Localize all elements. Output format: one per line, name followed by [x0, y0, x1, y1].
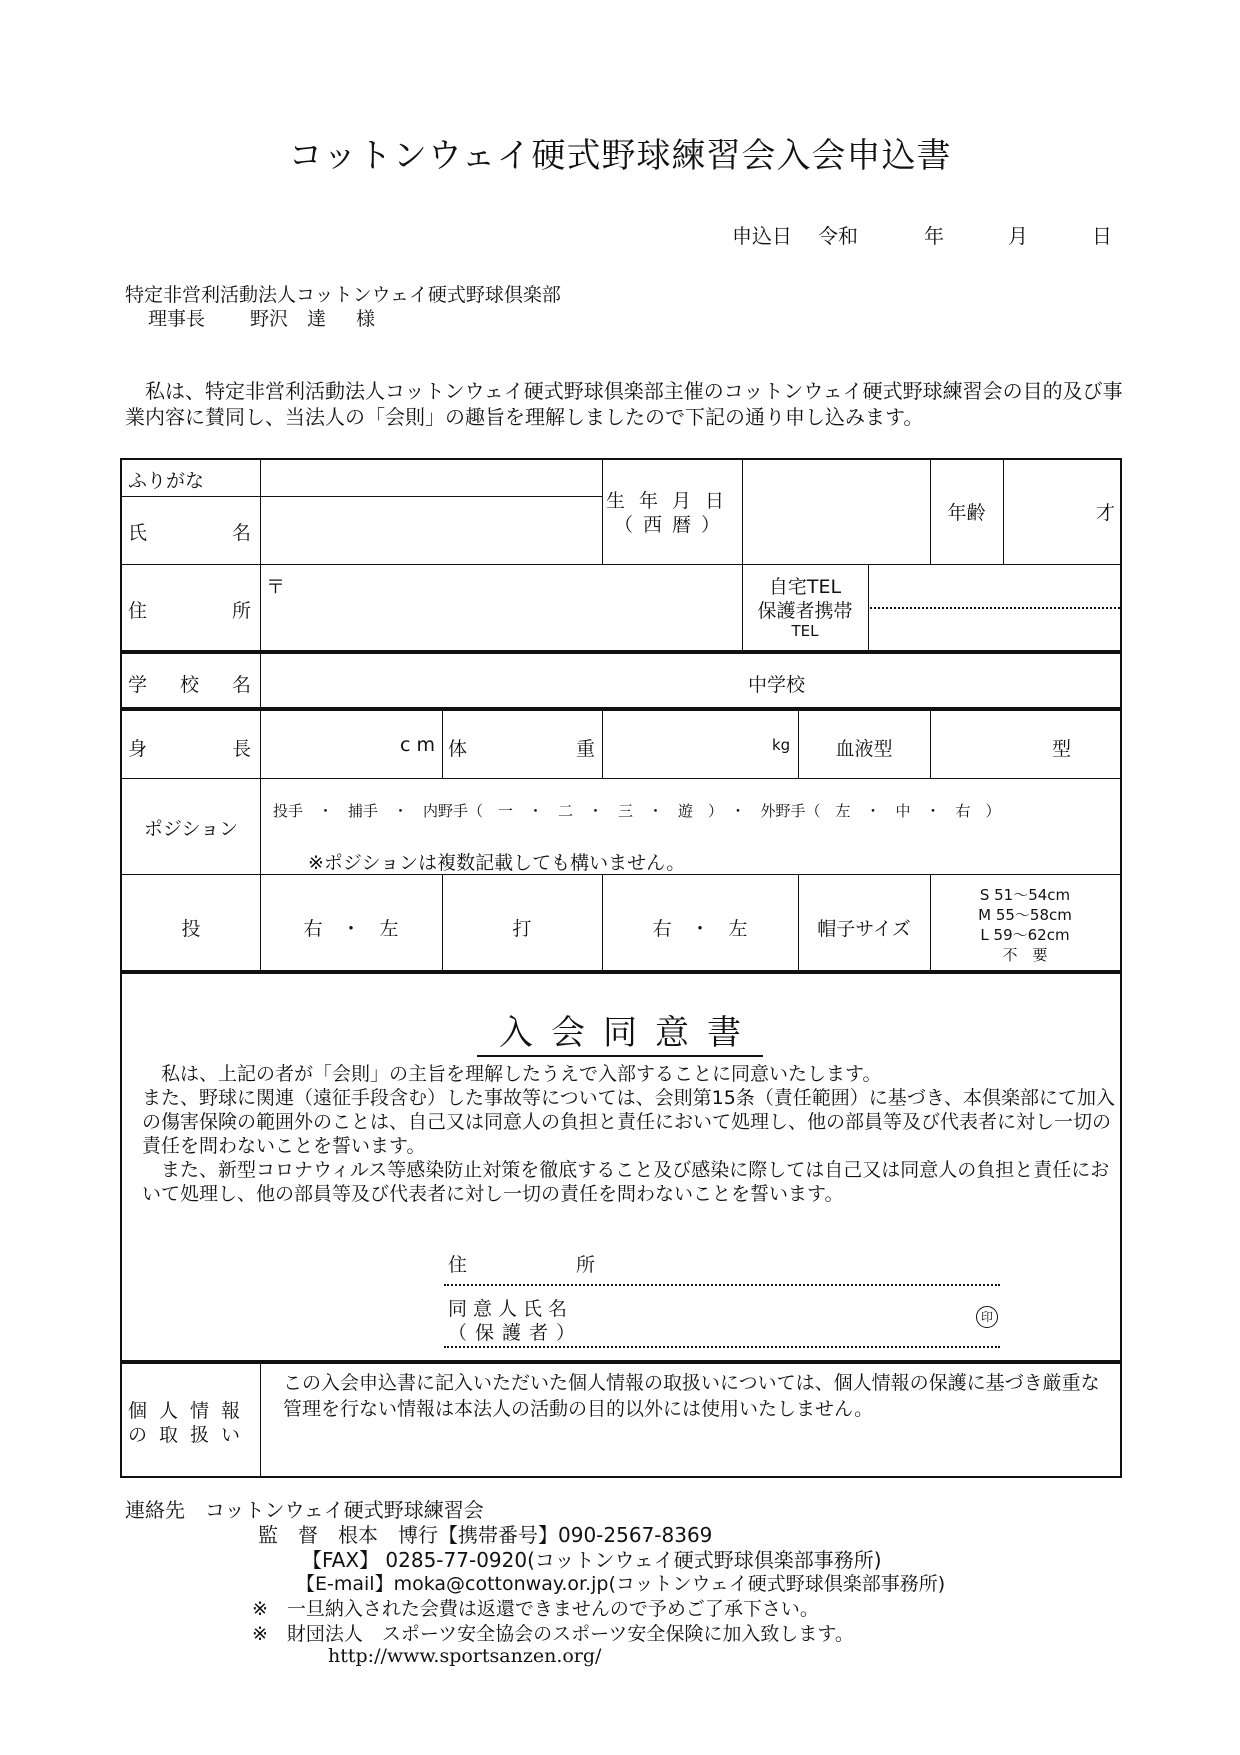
blood-label: 血液型	[835, 738, 893, 760]
position-note: ※ポジションは複数記載しても構いません。	[308, 852, 686, 874]
consent-paragraph-1: 私は、上記の者が「会則」の主旨を理解したうえで入部することに同意いたします。	[161, 1063, 882, 1085]
contact-line-6: ※ 財団法人 スポーツ安全協会のスポーツ安全保険に加入致します。	[252, 1623, 854, 1645]
contact-line-2: 監 督 根本 博行【携帯番号】090-2567-8369	[258, 1523, 713, 1547]
position-label: ポジション	[143, 818, 239, 840]
date-era: 令和	[818, 224, 858, 248]
school-label-3: 名	[232, 674, 252, 696]
contact-line-3: 【FAX】 0285-77-0920(コットンウェイ硬式野球倶楽部事務所)	[302, 1548, 882, 1572]
cap-option-none: 不 要	[1002, 946, 1048, 964]
date-label: 申込日	[732, 224, 792, 248]
weight-unit: kg	[772, 736, 791, 754]
cap-option-m: M 55～58cm	[978, 906, 1072, 924]
contact-url-link[interactable]: http://www.sportsanzen.org/	[328, 1645, 602, 1667]
tel-guardian-suffix: TEL	[791, 622, 819, 640]
form-title: コットンウェイ硬式野球練習会入会申込書	[288, 136, 952, 176]
consent-paragraph-2: また、野球に関連（遠征手段含む）した事故等については、会則第15条（責任範囲）に基づき、本倶楽部にて加入の傷害保険の範囲外のことは、自己又は同意人の負担と責任において処理し、他の部員等及び代表者に対し一切の責任を問わないことを誓います。	[142, 1087, 1116, 1157]
signer-label: 同意人氏名	[448, 1298, 574, 1320]
school-label-2: 校	[180, 674, 200, 696]
height-unit: cm	[400, 734, 441, 756]
birth-label: 生年月日	[605, 490, 738, 512]
height-label-2: 長	[232, 738, 252, 760]
date-day: 日	[1092, 224, 1112, 248]
consent-paragraph-3: また、新型コロナウィルス等感染防止対策を徹底すること及び感染に際しては自己又は同意人の負担と責任において処理し、他の部員等及び代表者に対し一切の責任を問わないことを誓います。	[142, 1159, 1110, 1205]
date-month: 月	[1008, 224, 1028, 248]
height-label-1: 身	[128, 738, 148, 760]
cap-option-s: S 51～54cm	[979, 886, 1071, 904]
position-options: 投手 ・ 捕手 ・ 内野手（ 一 ・ 二 ・ 三 ・ 遊 ） ・ 外野手（ 左 ・ 中 ・ 右 ）	[273, 802, 1001, 820]
bat-options: 右 ・ 左	[652, 918, 748, 940]
address-label-1: 住	[128, 600, 148, 622]
furigana-text: ふりがな	[128, 470, 205, 492]
consent-body	[142, 1062, 1122, 1206]
consent-address-1: 住	[448, 1254, 468, 1276]
contact-line-4: 【E-mail】moka@cottonway.or.jp(コットンウェイ硬式野球倶楽部事務所)	[296, 1573, 946, 1595]
age-unit: 才	[1096, 502, 1116, 524]
bat-label: 打	[512, 918, 532, 940]
addressee-org: 特定非営利活動法人コットンウェイ硬式野球倶楽部	[125, 284, 561, 306]
date-year: 年	[924, 224, 944, 248]
intro-text: 私は、特定非営利活動法人コットンウェイ硬式野球倶楽部主催のコットンウェイ硬式野球練習会の目的及び事業内容に賛同し、当法人の「会則」の趣旨を理解しましたので下記の通り申し込みます。	[125, 379, 1123, 429]
postal-mark: 〒	[266, 576, 286, 598]
name-label-1: 氏	[128, 522, 148, 544]
tel-home-label: 自宅TEL	[768, 576, 842, 598]
weight-label-2: 重	[576, 738, 596, 760]
addressee-honorific: 様	[356, 308, 376, 330]
contact-line-5: ※ 一旦納入された会費は返還できませんので予めご了承下さい。	[252, 1598, 819, 1620]
privacy-label-1: 個人情報	[128, 1400, 253, 1422]
consent-address-2: 所	[576, 1254, 596, 1276]
furigana-label	[128, 466, 254, 493]
weight-label-1: 体	[448, 738, 468, 760]
privacy-label-2: の取扱い	[128, 1424, 253, 1446]
addressee-name: 野沢 達	[250, 308, 327, 330]
blood-unit: 型	[1052, 738, 1072, 760]
cap-option-l: L 59～62cm	[980, 926, 1070, 944]
birth-sub: （西暦）	[613, 514, 730, 536]
privacy-text: この入会申込書に記入いただいた個人情報の取扱いについては、個人情報の保護に基づき厳重な管理を行ない情報は本法人の活動の目的以外には使用いたしません。	[283, 1372, 1100, 1420]
contact-line-1: 連絡先 コットンウェイ硬式野球練習会	[125, 1498, 484, 1522]
tel-guardian-label: 保護者携帯	[757, 600, 853, 622]
school-label-1: 学	[128, 674, 148, 696]
form-frame	[120, 458, 1122, 1478]
cap-label: 帽子サイズ	[817, 918, 911, 940]
name-label-2: 名	[232, 522, 252, 544]
throw-options: 右 ・ 左	[303, 918, 399, 940]
seal-mark: 印	[976, 1306, 998, 1328]
address-label-2: 所	[232, 600, 252, 622]
school-unit: 中学校	[748, 674, 806, 696]
throw-label: 投	[181, 918, 201, 940]
consent-heading: 入会同意書	[0, 1005, 1240, 1054]
age-label: 年齢	[947, 502, 986, 524]
addressee-title: 理事長	[148, 308, 206, 330]
signer-sub: （保護者）	[448, 1322, 584, 1344]
